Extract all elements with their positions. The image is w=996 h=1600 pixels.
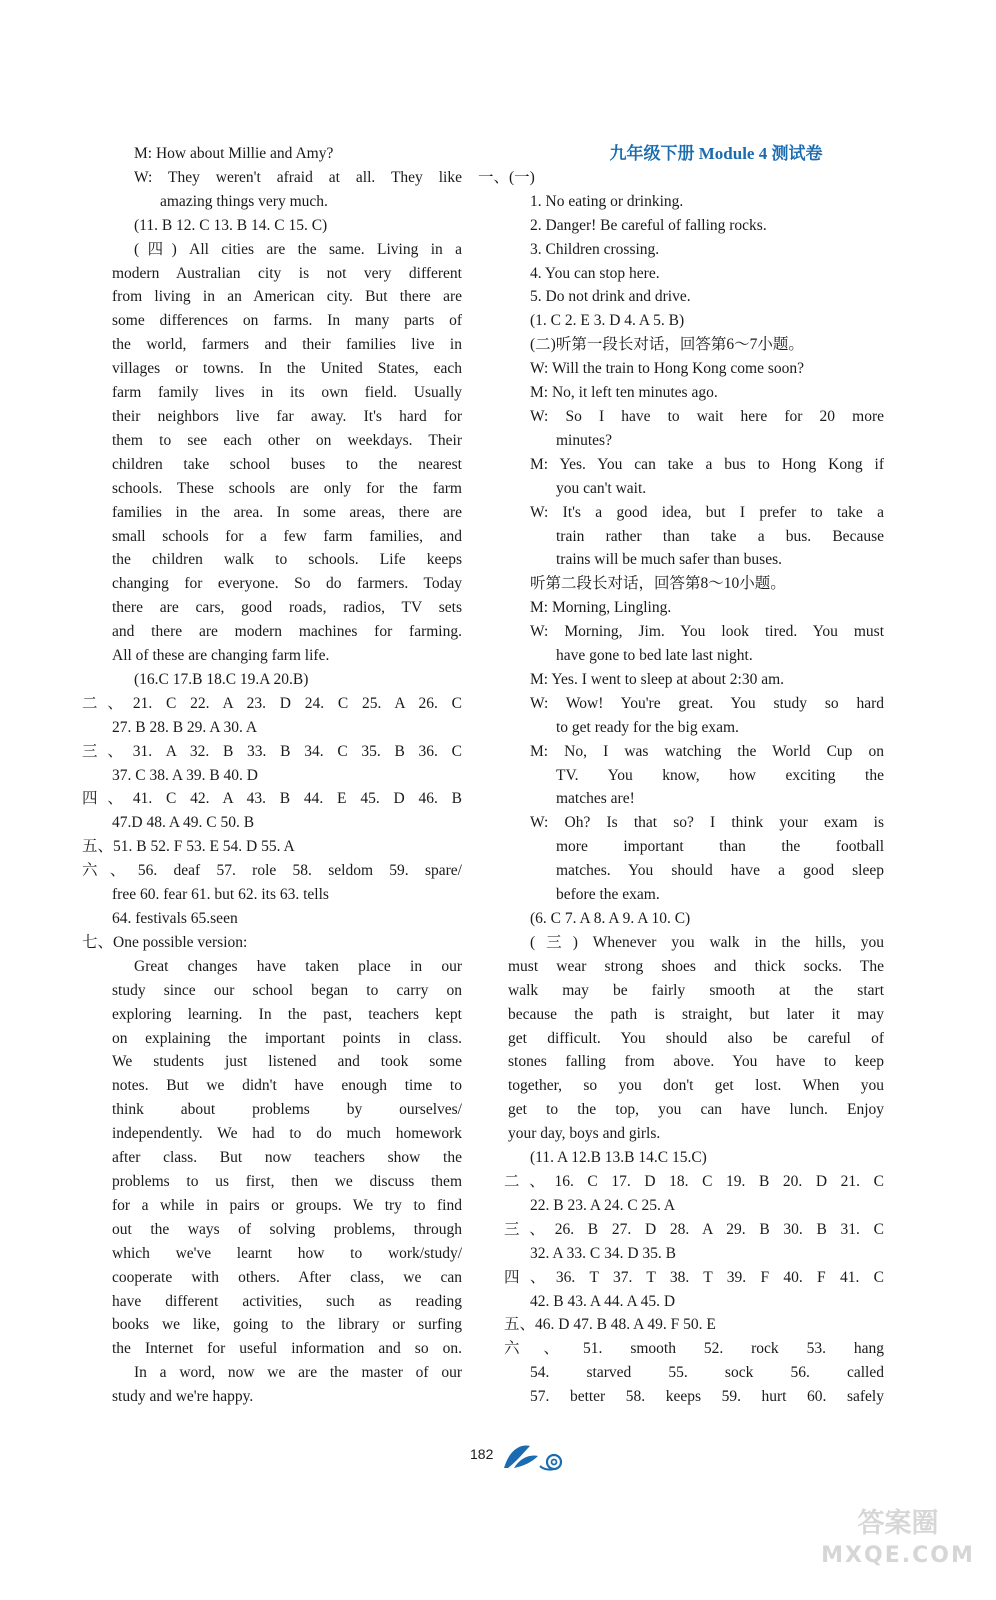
left-column-line: 五、51. B 52. F 53. E 54. D 55. A (82, 838, 295, 856)
left-column-line: some differences on farms. In many parts of (112, 312, 462, 330)
left-column-line: exploring learning. In the past, teachers kept (112, 1005, 462, 1023)
left-column-line: out the ways of solving problems, through (112, 1220, 462, 1238)
left-column-line: children take school buses to the nearest (112, 455, 462, 473)
right-column-line: (三) Whenever you walk in the hills, you (530, 933, 884, 951)
right-column-line: TV. You know, how exciting the (556, 766, 884, 784)
right-column-line: M: No, I was watching the World Cup on (530, 742, 884, 760)
right-column-line: 57. better 58. keeps 59. hurt 60. safely (530, 1388, 884, 1406)
right-column-line: W: It's a good idea, but I prefer to take a (530, 503, 884, 521)
left-column-line: (11. B 12. C 13. B 14. C 15. C) (134, 216, 328, 234)
left-column-line: We students just listened and took some (112, 1053, 462, 1071)
left-column-line: there are cars, good roads, radios, TV sets (112, 599, 462, 617)
right-column-line: to get ready for the big exam. (556, 718, 739, 736)
right-column-line: get to the top, you can have lunch. Enjoy (508, 1101, 884, 1119)
left-column-line: All of these are changing farm life. (112, 647, 330, 665)
left-column-line: M: How about Millie and Amy? (134, 145, 334, 162)
left-column-line: cooperate with others. After class, we can (112, 1268, 462, 1286)
right-column-line: 32. A 33. C 34. D 35. B (530, 1244, 676, 1262)
right-column-line: stones falling from above. You have to keep (508, 1053, 884, 1071)
right-column-line: 听第二段长对话，回答第8～10小题。 (530, 575, 786, 593)
right-column-line: have gone to bed late last night. (556, 647, 753, 665)
left-column-line: In a word, now we are the master of our (134, 1364, 462, 1382)
right-column-line: matches are! (556, 790, 635, 808)
right-column-line: must wear strong shoes and thick socks. The (508, 957, 884, 975)
left-column-line: farm family lives in its own field. Usually (112, 384, 462, 402)
right-column-line: 六、51. smooth 52. rock 53. hang (504, 1340, 884, 1358)
right-column-line: 4. You can stop here. (530, 264, 660, 282)
right-column-line: you can't wait. (556, 479, 647, 497)
left-column-line: changing for everyone. So do farmers. Today (112, 575, 462, 593)
left-column-line: villages or towns. In the United States, each (112, 360, 462, 378)
right-column-line: 2. Danger! Be careful of falling rocks. (530, 216, 767, 234)
right-column-line: 三、26. B 27. D 28. A 29. B 30. B 31. C (504, 1220, 884, 1238)
left-column-line: them to see each other on weekdays. Their (112, 431, 462, 449)
left-column-line: the children walk to schools. Life keeps (112, 551, 462, 569)
left-column-line: problems to us first, then we discuss them (112, 1172, 462, 1190)
left-column-line: modern Australian city is not very different (112, 264, 462, 282)
left-column-line: families in the area. In some areas, there are (112, 503, 462, 521)
left-column-line: books we like, going to the library or surfing (112, 1316, 462, 1334)
left-column-line: 27. B 28. B 29. A 30. A (112, 718, 258, 736)
right-column-line: M: Morning, Lingling. (530, 599, 672, 617)
left-column-line: free 60. fear 61. but 62. its 63. tells (112, 886, 329, 904)
right-column-line: W: Will the train to Hong Kong come soon? (530, 360, 805, 378)
left-column-line: on explaining the important points in class. (112, 1029, 462, 1047)
right-column-line: 22. B 23. A 24. C 25. A (530, 1196, 676, 1214)
right-column-line: (二)听第一段长对话，回答第6～7小题。 (530, 336, 804, 354)
right-column-line: 九年级下册 Module 4 测试卷 (609, 144, 823, 163)
right-column-line: train rather than take a bus. Because (556, 527, 884, 545)
left-column-line: study since our school began to carry on (112, 981, 462, 999)
left-column-line: notes. But we didn't have enough time to (112, 1077, 462, 1095)
right-column (478, 142, 884, 1409)
left-column-line: 四、41. C 42. A 43. B 44. E 45. D 46. B (82, 790, 462, 808)
right-column-line: before the exam. (556, 886, 660, 904)
left-column-line: study and we're happy. (112, 1388, 254, 1406)
left-column-line: small schools for a few farm families, and (112, 527, 462, 545)
left-column-line: for a while in pairs or groups. We try to find (112, 1196, 462, 1214)
right-column-line: together, so you don't get lost. When you (508, 1077, 884, 1095)
watermark-url: MXQE.COM (821, 1543, 975, 1568)
right-column-line: 54. starved 55. sock 56. called (530, 1364, 884, 1382)
right-column-line: W: Oh? Is that so? I think your exam is (530, 814, 884, 832)
left-column-line: think about problems by ourselves/ (112, 1101, 462, 1119)
right-column-line: M: Yes. You can take a bus to Hong Kong if (530, 455, 884, 473)
right-column-line: 五、46. D 47. B 48. A 49. F 50. E (504, 1316, 716, 1334)
left-column-line: the world, farmers and their families live in (112, 336, 462, 354)
left-column-line: Great changes have taken place in our (134, 957, 462, 975)
right-column-line: more important than the football (556, 838, 884, 856)
left-column-line: 47.D 48. A 49. C 50. B (112, 814, 255, 832)
watermark-text: 答案圈 (857, 1508, 939, 1539)
left-column-line: (16.C 17.B 18.C 19.A 20.B) (134, 670, 309, 688)
left-column-line: from living in an American city. But there are (112, 288, 462, 306)
left-column-line: and there are modern machines for farming. (112, 623, 462, 641)
right-column-line: 42. B 43. A 44. A 45. D (530, 1292, 676, 1310)
right-column-line: get difficult. You should also be careful of (508, 1029, 884, 1047)
left-column-line: W: They weren't afraid at all. They like (134, 168, 462, 186)
left-column-line: 64. festivals 65.seen (112, 910, 238, 927)
left-column-line: amazing things very much. (160, 192, 328, 210)
left-column-line: have different activities, such as reading (112, 1292, 462, 1310)
right-column-line: walk may be fairly smooth at the start (508, 981, 884, 999)
watermark (810, 1508, 986, 1572)
right-column-line: trains will be much safer than buses. (556, 551, 782, 569)
right-column-line: 一、(一) (478, 168, 535, 186)
left-column (82, 142, 462, 1409)
page-number: 182 (470, 1446, 494, 1462)
right-column-line: (1. C 2. E 3. D 4. A 5. B) (530, 312, 685, 330)
right-column-line: M: No, it left ten minutes ago. (530, 384, 718, 402)
right-column-line: (6. C 7. A 8. A 9. A 10. C) (530, 910, 691, 927)
right-column-line: matches. You should have a good sleep (556, 862, 884, 880)
right-column-line: minutes? (556, 431, 612, 449)
right-column-line: 四、36. T 37. T 38. T 39. F 40. F 41. C (504, 1268, 884, 1286)
left-column-line: the Internet for useful information and so on. (112, 1340, 462, 1358)
left-column-line: (四) All cities are the same. Living in a (134, 240, 462, 258)
left-column-line: 三、31. A 32. B 33. B 34. C 35. B 36. C (82, 742, 462, 760)
leaf-swirl-logo-icon (500, 1442, 572, 1477)
right-column-line: 二、16. C 17. D 18. C 19. B 20. D 21. C (504, 1172, 884, 1190)
left-column-line: their neighbors live far away. It's hard for (112, 407, 462, 425)
left-column-line: which we've learnt how to work/study/ (112, 1244, 462, 1262)
left-column-line: 六、56. deaf 57. role 58. seldom 59. spare/ (82, 862, 462, 880)
left-column-line: schools. These schools are only for the farm (112, 479, 462, 497)
right-column-line: W: Morning, Jim. You look tired. You must (530, 623, 884, 641)
right-column-line: (11. A 12.B 13.B 14.C 15.C) (530, 1149, 707, 1167)
right-column-line: 1. No eating or drinking. (530, 192, 684, 210)
right-column-line: 5. Do not drink and drive. (530, 288, 691, 306)
left-column-line: 七、One possible version: (82, 933, 248, 951)
right-column-line: because the path is straight, but later it may (508, 1005, 884, 1023)
left-column-line: 二、21. C 22. A 23. D 24. C 25. A 26. C (82, 694, 462, 712)
left-column-line: after class. But now teachers show the (112, 1149, 462, 1167)
right-column-line: 3. Children crossing. (530, 240, 660, 258)
right-column-line: W: So I have to wait here for 20 more (530, 407, 884, 425)
left-column-line: 37. C 38. A 39. B 40. D (112, 766, 258, 784)
left-column-line: independently. We had to do much homework (112, 1125, 462, 1143)
right-column-line: W: Wow! You're great. You study so hard (530, 694, 884, 712)
right-column-line: M: Yes. I went to sleep at about 2:30 am. (530, 670, 785, 688)
right-column-line: your day, boys and girls. (508, 1125, 661, 1143)
